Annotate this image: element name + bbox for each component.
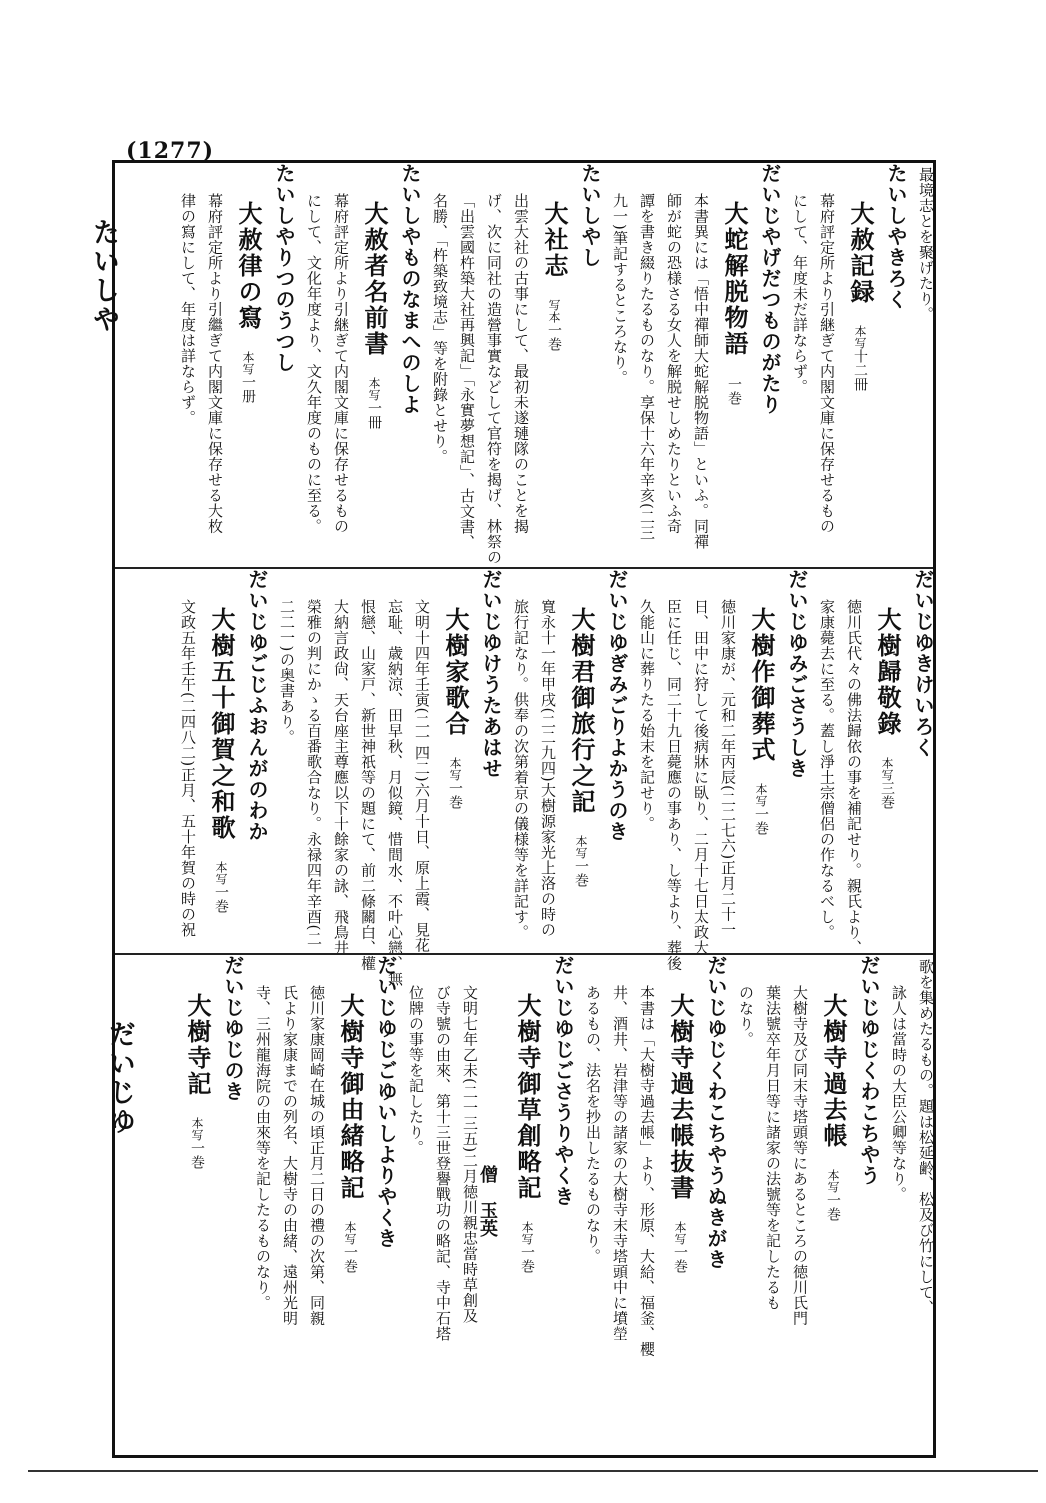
band1-columns	[174, 163, 939, 567]
text-line: 文政五年壬午(二四八二)正月、五十年賀の時の祝	[179, 599, 197, 938]
entry-volume-count: 一巻	[546, 323, 562, 351]
entry-title	[177, 955, 217, 1455]
entry-title-text: 大樹君御旅行之記	[567, 607, 596, 815]
entry-title-text: 大蛇解脱物語	[720, 201, 749, 357]
text-line: 文明十四年壬寅(二一四二)六月十日、原上霞、見花	[413, 599, 431, 953]
text-line: 幕府評定所より引繼ぎて内閣文庫に保存せる大枚	[206, 193, 224, 534]
entry-volume-count: 一巻	[447, 781, 463, 809]
text-line: 二二一)の奥書あり。	[278, 599, 296, 745]
entry-reading: だいじゆぎみごりよかうのき	[605, 569, 629, 842]
text-line: 久能山に葬りたる始末を記せり。	[638, 599, 656, 832]
text-line: 文明七年乙未(二一三五)二月徳川親忠當時草創及	[461, 985, 479, 1324]
entry-format	[507, 1221, 547, 1273]
entry-format	[714, 377, 754, 405]
text-line: 家康薨去に至る。蓋し淨土宗僧侶の作なるべし。	[818, 599, 836, 940]
entry-format-type: 本写	[826, 1169, 840, 1193]
entry-format	[228, 351, 268, 403]
entry-format	[177, 1117, 217, 1169]
text-line: 師が蛇の恐様さる女人を解脱せしめたりといふ奇	[665, 193, 683, 534]
entry-title	[840, 163, 880, 567]
entry-title	[228, 163, 268, 567]
entry-reading: だいじゆじくわこちやうぬきがき	[704, 955, 728, 1270]
entry-title	[201, 569, 241, 953]
entry-format	[840, 325, 880, 391]
entry-volume-count: 一巻	[672, 1245, 688, 1273]
entry-format-type: 写本	[547, 299, 561, 323]
text-line: 九一)筆記するところなり。	[611, 193, 629, 386]
text-line: 名勝、「杵築致境志」等を附錄とせり。	[431, 193, 449, 465]
text-line: 最境志とを聚げたり。	[917, 167, 935, 322]
entry-reading: だいじゆごじふおんがのわか	[245, 569, 269, 842]
entry-title-text: 大赦律の寫	[234, 201, 263, 331]
entry-format-type: 本写	[448, 757, 462, 781]
text-line: 大納言政尙、天台座主尊應以下十餘家の詠、飛鳥井	[332, 599, 350, 956]
entry-reading: だいじゆきけいろく	[911, 569, 935, 758]
entry-format-type: 本写	[190, 1117, 204, 1141]
entry-title	[741, 569, 781, 953]
text-line: 歌を集めたるもの。題は松延齢、松及び竹にして、	[917, 959, 935, 1316]
text-line: 旅行記なり。供奉の次第着京の儀様等を詳記す。	[512, 599, 530, 940]
entry-reading: だいじゆじくわこちやう	[857, 955, 881, 1186]
text-line: 氏より家康までの列名、大樹寺の由緒、遠州光明	[281, 985, 299, 1326]
entry-format	[201, 861, 241, 913]
entry-title-text: 大樹寺御草創略記	[513, 993, 542, 1201]
entry-title-text: 大樹作御葬式	[747, 607, 776, 763]
text-line: 大樹寺及び同末寺塔頭等にあるところの徳川氏門	[791, 985, 809, 1326]
text-line: 井、酒井、岩津等の諸家の大樹寺末寺塔頭中に墳塋	[611, 985, 629, 1342]
text-line: のなり。	[737, 985, 755, 1047]
entry-title-text: 大樹歸敬錄	[873, 607, 902, 737]
band-middle	[115, 569, 939, 987]
text-line: 臣に任じ、同二十九日薨應の事あり、し等より、葬後	[665, 599, 683, 971]
text-line: げ、次に同社の造營事實などして官符を揭げ、林祭の	[485, 193, 503, 565]
text-line: にして、文化年度より、文久年度のものに至る。	[305, 193, 323, 534]
text-line: 位牌の事等を記したり。	[407, 985, 425, 1156]
text-line: 榮雅の判にかゝる百番歌合なり。永禄四年辛酉(二	[305, 599, 323, 947]
entry-format-type: 本写	[673, 1221, 687, 1245]
entry-format-type: 本写	[853, 325, 867, 349]
entry-format-type: 本写	[754, 783, 768, 807]
text-line: 本書異には「悟中禪師大蛇解脱物語」といふ。同禪	[692, 193, 710, 550]
entry-title	[507, 955, 547, 1455]
entry-reading: だいじゆけうたあはせ	[479, 569, 503, 779]
entry-format	[330, 1221, 370, 1273]
entry-title	[867, 569, 907, 953]
footer-rule	[28, 1470, 1038, 1472]
entry-volume-count: 一巻	[519, 1245, 535, 1273]
entry-title-text: 大赦記録	[846, 201, 875, 305]
entry-volume-count: 三巻	[879, 781, 895, 809]
entry-title	[714, 163, 754, 567]
entry-format	[354, 377, 394, 429]
text-line: 恨戀、山家戸、新世神祇等の題にて、前二條關白、權	[359, 599, 377, 971]
entry-title-text: 大赦者名前書	[360, 201, 389, 357]
text-line: び寺號の由來、第十三世登譽戰功の略記、寺中石塔	[434, 985, 452, 1342]
entry-format	[741, 783, 781, 835]
entry-title-text: 大社志	[540, 201, 569, 279]
entry-title	[660, 955, 700, 1455]
entry-format	[435, 757, 475, 809]
text-line: 徳川氏代々の佛法歸依の事を補記せり。親氏より、	[845, 599, 863, 956]
band-lower	[115, 955, 939, 1455]
entry-volume-count: 一巻	[213, 885, 229, 913]
text-line: 出雲大社の古事にして、最初未遂璉隊のことを揭	[512, 193, 530, 534]
entry-reading: だいじゆみごさうしき	[785, 569, 809, 779]
margin-label-top: たいしや	[88, 218, 119, 334]
text-line: 「出雲國杵築大社再興記」「永實夢想記」、古文書、	[458, 193, 476, 550]
text-line: 本書は「大樹寺過去帳」より、形原、大給、福釜、櫻	[638, 985, 656, 1357]
entry-format-type: 本写	[520, 1221, 534, 1245]
entry-title-text: 大樹寺過去帳	[819, 993, 848, 1149]
entry-format-type: 本写	[343, 1221, 357, 1245]
entry-volume-count: 一巻	[825, 1193, 841, 1221]
entry-reading: たいしやものなまへのしよ	[398, 163, 422, 415]
page-number: (1277)	[126, 138, 215, 164]
entry-author: 僧 玉英	[477, 1165, 498, 1237]
text-line: 徳川家康岡崎在城の頃正月二日の禮の次第、同親	[308, 985, 326, 1326]
entry-title	[534, 163, 574, 567]
entry-volume-count: 十二冊	[852, 349, 868, 391]
entry-format	[813, 1169, 853, 1221]
text-line: 寺、三州龍海院の由來等を記したるものなり。	[254, 985, 272, 1311]
entry-format	[660, 1221, 700, 1273]
band2-columns	[174, 569, 939, 987]
entry-title	[354, 163, 394, 567]
entry-format-type: 本写	[574, 835, 588, 859]
text-line: 幕府評定所より引継ぎて内閣文庫に保存せるもの	[818, 193, 836, 534]
entry-reading: だいじゆじのき	[221, 955, 245, 1102]
text-line: あるもの、法名を抄出したるものなり。	[584, 985, 602, 1264]
entry-format	[867, 757, 907, 809]
entry-title	[813, 955, 853, 1455]
entry-reading: だいじゆじごゆいしよりやくき	[374, 955, 398, 1249]
entry-title-text: 大樹家歌合	[441, 607, 470, 737]
entry-title	[435, 569, 475, 953]
text-line: 徳川家康が、元和二年丙辰(二二七六)正月二十一	[719, 599, 737, 938]
entry-format-type: 本写	[367, 377, 381, 401]
margin-label-bottom: だいじゆ	[104, 1020, 135, 1136]
entry-reading: たいしやりつのうつし	[272, 163, 296, 373]
band-upper	[115, 163, 939, 567]
entry-volume-count: 一册	[240, 375, 256, 403]
text-line: 葉法號卒年月日等に諸家の法號等を記したるも	[764, 985, 782, 1311]
entry-title	[561, 569, 601, 953]
entry-volume-count: 一巻	[189, 1141, 205, 1169]
entry-reading: たいしやきろく	[884, 163, 908, 310]
text-line: にして、年度未だ詳ならず。	[791, 193, 809, 395]
entry-volume-count: 一巻	[726, 377, 742, 405]
entry-reading: だいじやげだつものがたり	[758, 163, 782, 415]
text-line: 忘耻、歳納涼、田早秋、月似鏡、惜間水、不叶心戀、無	[386, 599, 404, 987]
entry-title-text: 大樹寺記	[183, 993, 212, 1097]
text-line: 詠人は當時の大臣公卿等なり。	[890, 985, 908, 1202]
text-line: 幕府評定所より引継ぎて内閣文庫に保存せるもの	[332, 193, 350, 534]
page-frame	[112, 160, 936, 1458]
entry-title-text: 大樹寺過去帳抜書	[666, 993, 695, 1201]
entry-title	[330, 955, 370, 1455]
text-line: 日、田中に狩して後病牀に臥り、二月十七日太政大	[692, 599, 710, 956]
entry-title-text: 大樹寺御由緒略記	[336, 993, 365, 1201]
entry-format	[534, 299, 574, 351]
entry-format-type: 本写	[880, 757, 894, 781]
entry-volume-count: 一巻	[753, 807, 769, 835]
entry-volume-count: 一巻	[573, 859, 589, 887]
text-line: 律の寫にして、年度は詳ならず。	[179, 193, 197, 426]
entry-reading: たいしやし	[578, 163, 602, 268]
entry-format-type: 本写	[214, 861, 228, 885]
text-line: 譚を書き綴りたるものなり。享保十六年辛亥(二三	[638, 193, 656, 541]
entry-format-type: 本写	[241, 351, 255, 375]
entry-reading: だいじゆじごさうりやくき	[551, 955, 575, 1207]
entry-title-text: 大樹五十御賀之和歌	[207, 607, 236, 841]
band3-columns	[177, 955, 939, 1455]
text-line: 寬永十一年甲戌(二二九四)大樹源家光上洛の時の	[539, 599, 557, 938]
entry-volume-count: 一巻	[342, 1245, 358, 1273]
entry-volume-count: 一冊	[366, 401, 382, 429]
entry-format	[561, 835, 601, 887]
